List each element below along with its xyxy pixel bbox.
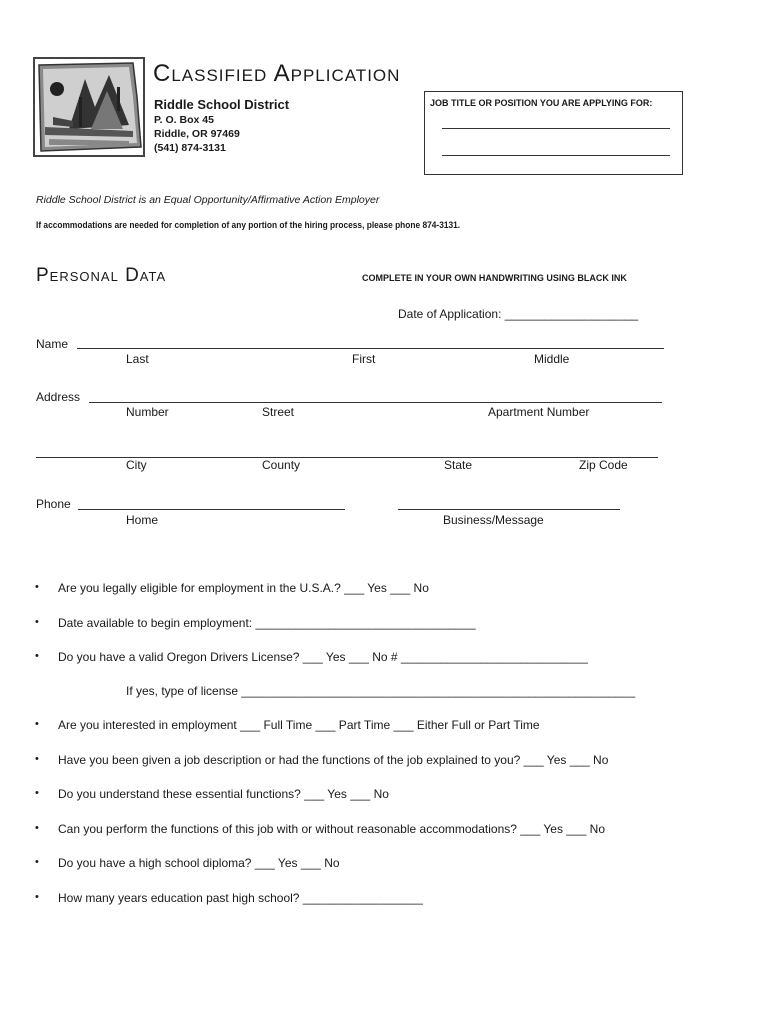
phone-sub-business: Business/Message	[443, 513, 544, 527]
address-line-2: Riddle, OR 97469	[154, 128, 240, 140]
bullet: •	[35, 718, 39, 730]
city-field[interactable]	[36, 445, 658, 458]
question-employment-type[interactable]: Are you interested in employment ___ Full Time ___ Part Time ___ Either Full or Part Time	[58, 718, 540, 732]
address-label: Address	[36, 390, 81, 404]
phone-line: (541) 874-3131	[154, 142, 226, 154]
bullet: •	[35, 856, 39, 868]
city-sub-state: State	[444, 458, 473, 472]
job-title-line-2[interactable]	[442, 155, 670, 156]
question-education-years[interactable]: How many years education past high school? __________________	[58, 891, 423, 905]
phone-label: Phone	[36, 497, 71, 511]
job-box-label: JOB TITLE OR POSITION YOU ARE APPLYING FOR:	[430, 98, 653, 108]
district-logo-icon	[33, 57, 145, 157]
bullet: •	[35, 822, 39, 834]
name-label: Name	[36, 337, 69, 351]
bullet: •	[35, 753, 39, 765]
name-sub-middle: Middle	[534, 352, 570, 366]
job-title-box	[424, 91, 683, 175]
section-title: Personal Data	[36, 265, 167, 286]
phone-home-field[interactable]	[78, 497, 345, 510]
name-sub-last: Last	[126, 352, 149, 366]
city-sub-city: City	[126, 458, 147, 472]
address-field[interactable]	[89, 390, 662, 403]
city-sub-county: County	[262, 458, 301, 472]
accommodations-notice: If accommodations are needed for completion of any portion of the hiring process, please phone 874-3131.	[36, 220, 461, 231]
address-line-1: P. O. Box 45	[154, 114, 214, 126]
bullet: •	[35, 616, 39, 628]
name-sub-first: First	[352, 352, 376, 366]
question-eligible[interactable]: Are you legally eligible for employment in the U.S.A.? ___ Yes ___ No	[58, 581, 429, 595]
question-license-type[interactable]: If yes, type of license ___________________________________________________________	[126, 684, 636, 698]
bullet: •	[35, 650, 39, 662]
question-perform-functions[interactable]: Can you perform the functions of this job with or without reasonable accommodations? ___ Yes ___ No	[58, 822, 605, 836]
question-date-available[interactable]: Date available to begin employment: _________________________________	[58, 616, 476, 630]
phone-sub-home: Home	[126, 513, 159, 527]
form-title: Classified Application	[153, 60, 401, 87]
ink-instruction: COMPLETE IN YOUR OWN HANDWRITING USING BLACK INK	[362, 273, 627, 283]
city-sub-zip: Zip Code	[579, 458, 628, 472]
eeo-notice: Riddle School District is an Equal Opportunity/Affirmative Action Employer	[36, 194, 380, 206]
question-job-description[interactable]: Have you been given a job description or had the functions of the job explained to you? ___ Yes ___ No	[58, 753, 609, 767]
org-name: Riddle School District	[154, 97, 290, 112]
question-diploma[interactable]: Do you have a high school diploma? ___ Yes ___ No	[58, 856, 340, 870]
name-field[interactable]	[77, 336, 664, 349]
job-title-line-1[interactable]	[442, 128, 670, 129]
question-drivers-license[interactable]: Do you have a valid Oregon Drivers License? ___ Yes ___ No # ____________________________	[58, 650, 588, 664]
bullet: •	[35, 787, 39, 799]
date-of-application[interactable]: Date of Application: ____________________	[398, 307, 639, 321]
address-sub-apartment: Apartment Number	[488, 405, 590, 419]
question-essential-functions[interactable]: Do you understand these essential functions? ___ Yes ___ No	[58, 787, 389, 801]
bullet: •	[35, 581, 39, 593]
address-sub-street: Street	[262, 405, 295, 419]
bullet: •	[35, 891, 39, 903]
phone-business-field[interactable]	[398, 497, 620, 510]
address-sub-number: Number	[126, 405, 169, 419]
